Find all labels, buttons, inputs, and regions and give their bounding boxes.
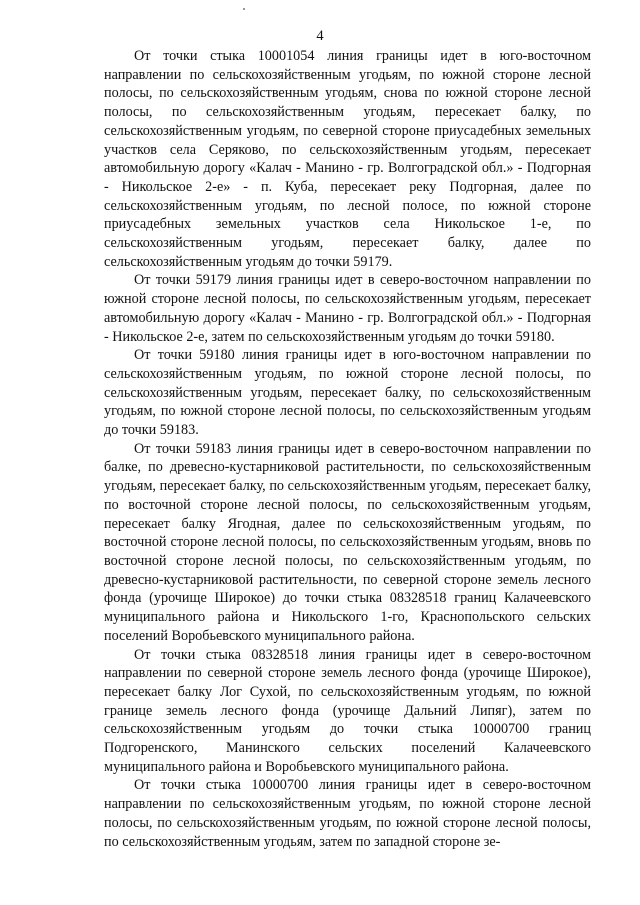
paragraph-2: От точки 59179 линия границы идет в северо-восточном направлении по южной стороне лесной полосы, по сельскохозяйственным угодьям, пересекает автомобильную дорогу «Калач - Манино - гр. Волгоградской обл.» - Подгорная - Никольское 2-е, затем по сельскохозяйственным угодьям до точки 59180.	[104, 272, 591, 345]
paragraph-4: От точки 59183 линия границы идет в северо-восточном направлении по балке, по древесно-кустарниковой растительности, по сельскохозяйственным угодьям, пересекает балку, по сельскохозяйственным угодьям, пересекает балку, по восточной стороне лесной полосы, по сельскохозяйственным угодьям, пересекает балку Ягодная, далее по сельскохозяйственным угодьям, по восточной стороне лесной полосы, по сельскохозяйственным угодьям, вновь по восточной стороне лесной полосы, по сельскохозяйственным угодьям, по древесно-кустарниковой растительности, по северной стороне земель лесного фонда (урочище Широкое) до точки стыка 08328518 границ Калачеевского муниципального района и Никольского 1-го, Краснопольского сельских поселений Воробьевского муниципального района.	[104, 440, 591, 644]
document-body	[104, 47, 591, 851]
paragraph-3: От точки 59180 линия границы идет в юго-восточном направлении по сельскохозяйственным угодьям, по южной стороне лесной полосы, по сельскохозяйственным угодьям, пересекает балку, по сельскохозяйственным угодьям, по южной стороне лесной полосы, по сельскохозяйственным угодьям до точки 59183.	[104, 347, 591, 439]
paragraph-5: От точки стыка 08328518 линия границы идет в северо-восточном направлении по северной стороне земель лесного фонда (урочище Широкое), пересекает балку Лог Сухой, по сельскохозяйственным угодьям, по южной границе земель лесного фонда (урочище Дальний Липяг), затем по сельскохозяйственным угодьям до точки стыка 10000700 границ Подгоренского, Манинского сельских поселений Калачеевского муниципального района и Воробьевского муниципального района.	[104, 646, 591, 775]
scan-speck	[243, 8, 245, 10]
paragraph-6: От точки стыка 10000700 линия границы идет в северо-восточном направлении по сельскохозяйственным угодьям, по южной стороне лесной полосы, по сельскохозяйственным угодьям, по южной стороне лесной полосы, по сельскохозяйственным угодьям, затем по западной стороне зе-	[104, 777, 591, 850]
page-number: 4	[316, 28, 324, 44]
paragraph-1: От точки стыка 10001054 линия границы идет в юго-восточном направлении по сельскохозяйственным угодьям, по южной стороне лесной полосы, по сельскохозяйственным угодьям, снова по южной стороне лесной полосы, по сельскохозяйственным угодьям, пересекает балку, по сельскохозяйственным угодьям, по северной стороне приусадебных земельных участков села Серяково, по сельскохозяйственным угодьям, пересекает автомобильную дорогу «Калач - Манино - гр. Волгоградской обл.» - Подгорная - Никольское 2-е» - п. Куба, пересекает реку Подгорная, далее по сельскохозяйственным угодьям, по лесной полосе, по южной стороне приусадебных земельных участков села Никольское 1-е, по сельскохозяйственным угодьям, пересекает балку, далее по сельскохозяйственным угодьям до точки 59179.	[104, 48, 591, 270]
